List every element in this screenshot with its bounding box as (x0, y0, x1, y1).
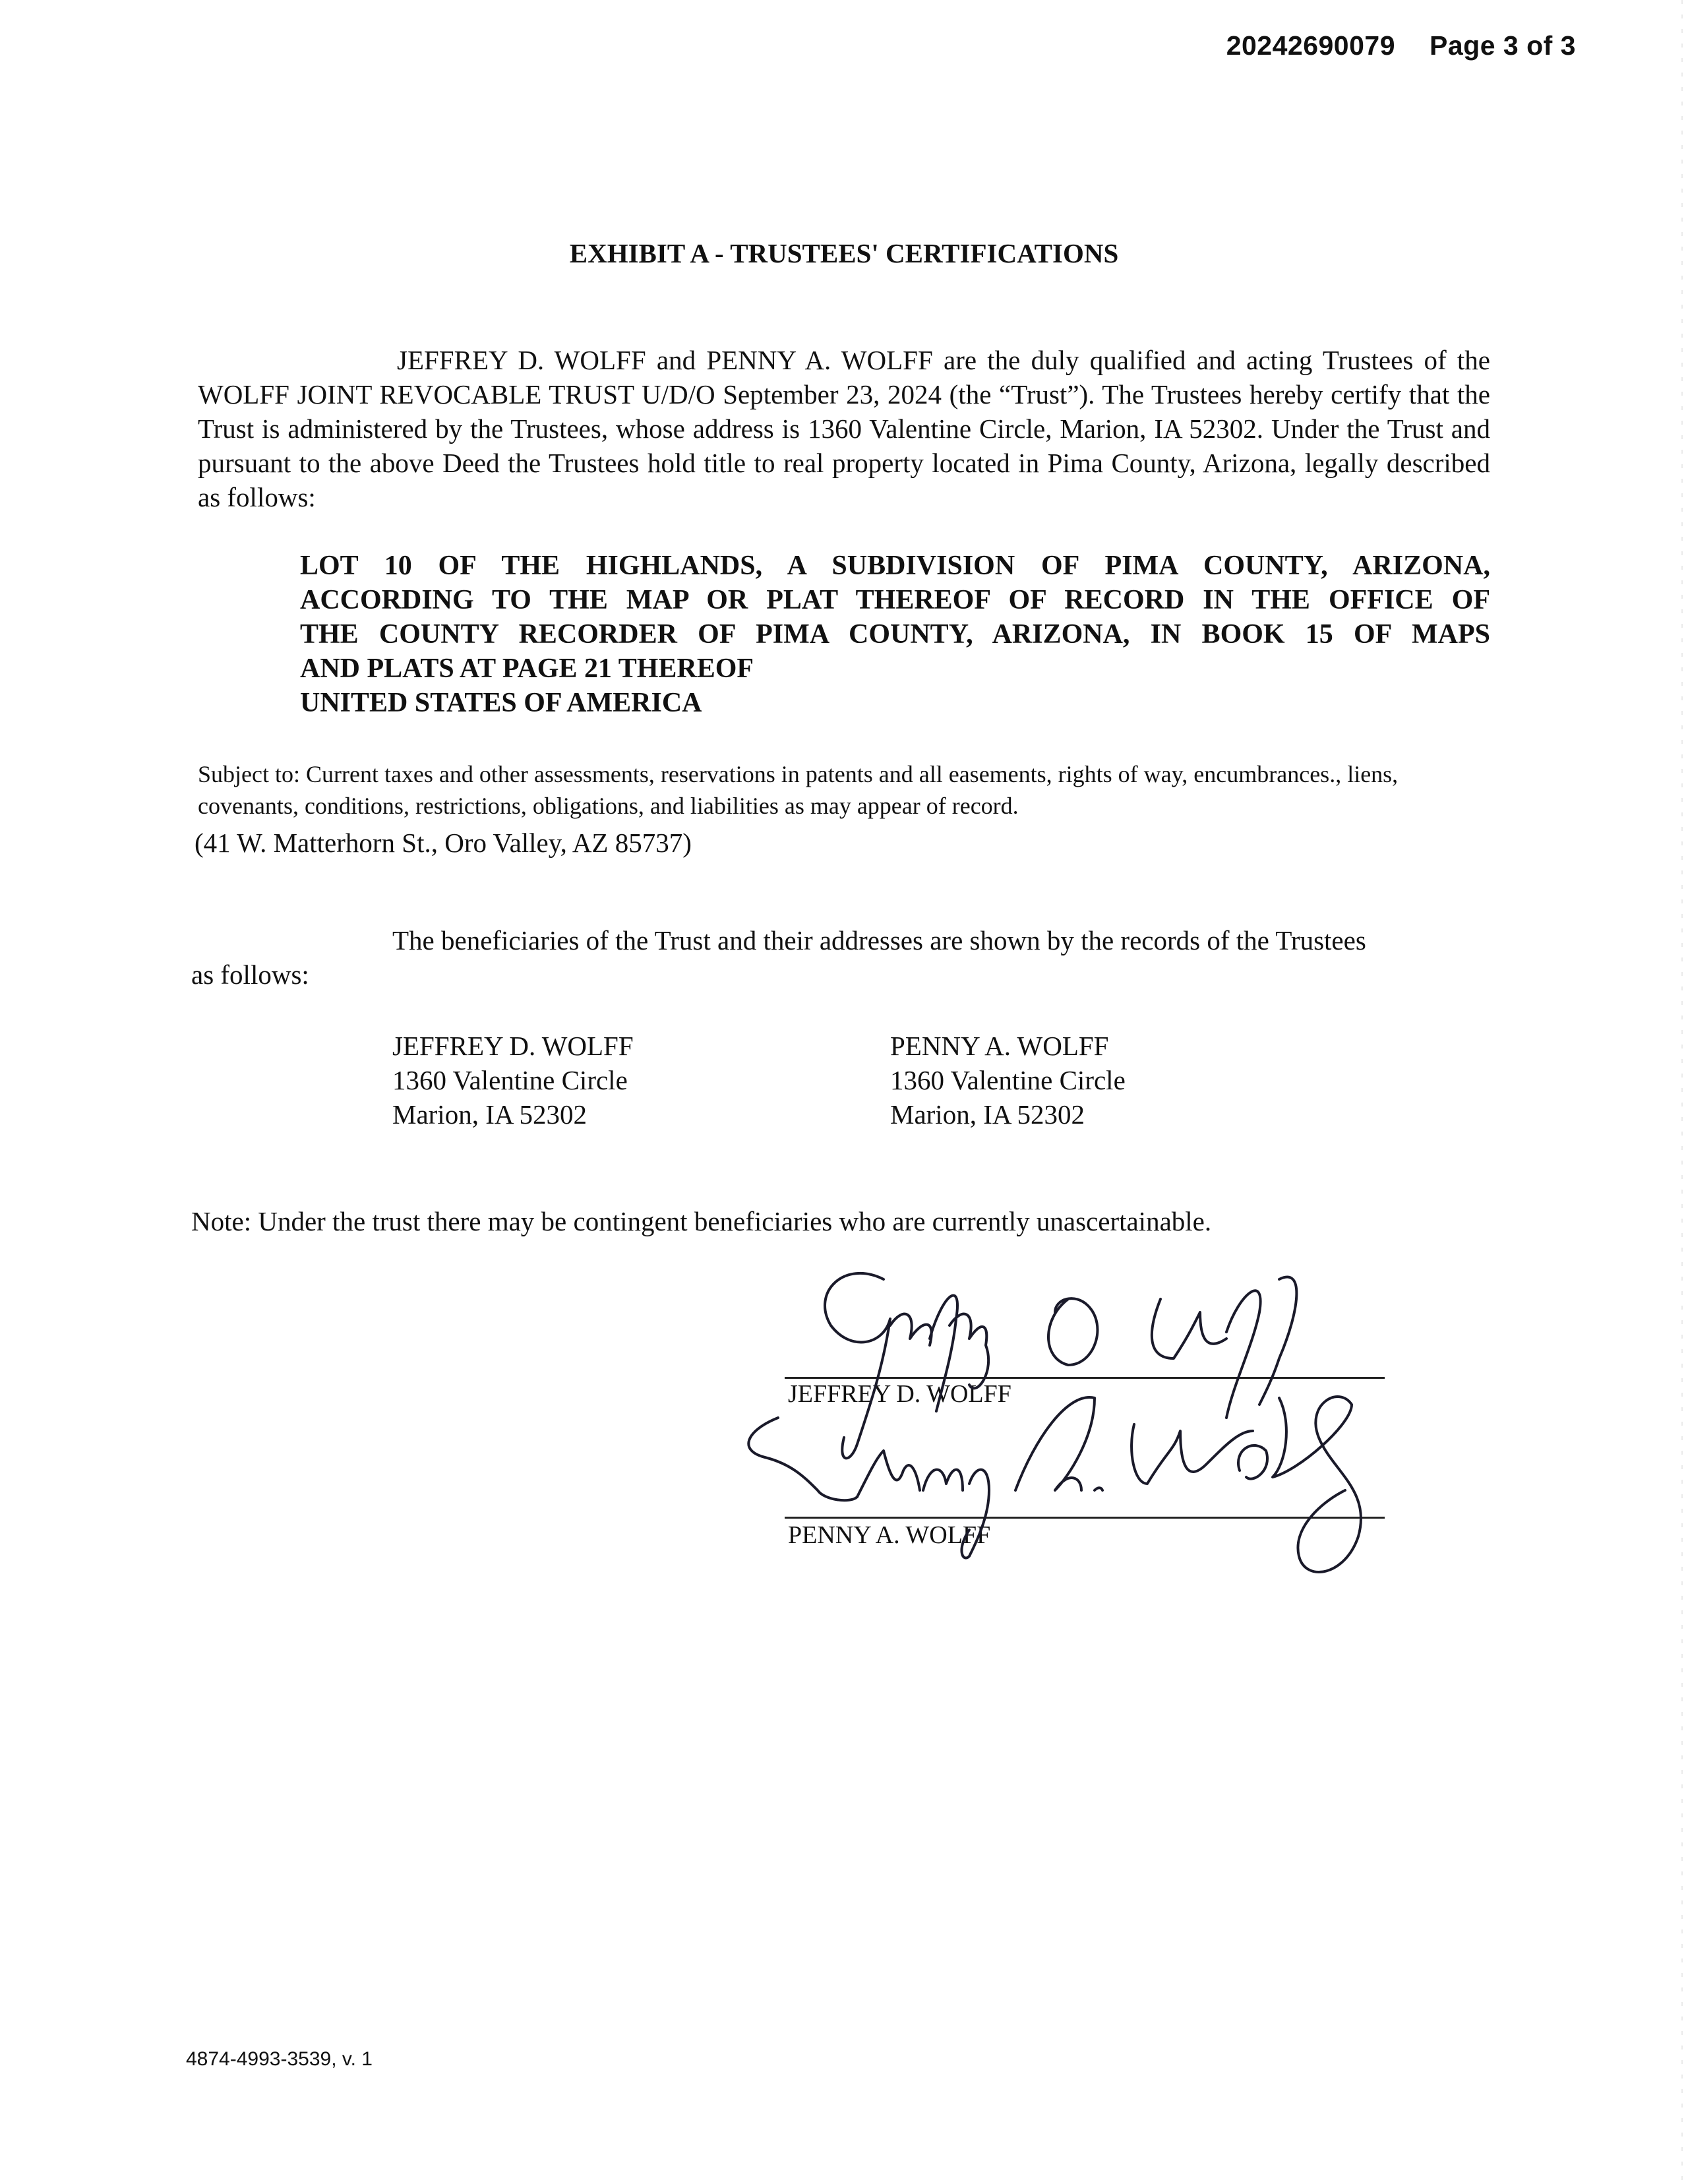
beneficiary-street: 1360 Valentine Circle (890, 1065, 1126, 1095)
document-footer-id: 4874-4993-3539, v. 1 (186, 2048, 373, 2070)
beneficiary-name: JEFFREY D. WOLFF (392, 1031, 634, 1061)
exhibit-title: EXHIBIT A - TRUSTEES' CERTIFICATIONS (569, 238, 1119, 268)
legal-line: LOT 10 OF THE HIGHLANDS, A SUBDIVISION OF PIMA COUNTY, ARIZONA, (300, 551, 1490, 581)
document-number: 20242690079 (1226, 30, 1396, 61)
beneficiary-street: 1360 Valentine Circle (392, 1065, 628, 1095)
legal-line: ACCORDING TO THE MAP OR PLAT THEREOF OF RECORD IN THE OFFICE OF (300, 585, 1490, 615)
legal-line: THE COUNTY RECORDER OF PIMA COUNTY, ARIZONA, IN BOOK 15 OF MAPS (300, 619, 1490, 650)
beneficiaries-paragraph (191, 923, 1391, 992)
legal-description (300, 549, 1490, 720)
legal-line: AND PLATS AT PAGE 21 THEREOF (300, 653, 754, 684)
paragraph-text: The beneficiaries of the Trust and their addresses are shown by the records of the Trustees as follows: (191, 925, 1366, 990)
scan-edge-artifact (1681, 0, 1683, 2184)
beneficiary-name: PENNY A. WOLFF (890, 1031, 1109, 1061)
recording-header (1226, 30, 1576, 61)
contingent-beneficiary-note: Note: Under the trust there may be contingent beneficiaries who are currently unascertainable. (191, 1206, 1212, 1236)
legal-line: UNITED STATES OF AMERICA (300, 688, 702, 718)
signature-jeffrey (825, 1273, 1296, 1458)
beneficiary-block (890, 1029, 1126, 1132)
signer-printed-name: JEFFREY D. WOLFF (788, 1380, 1011, 1408)
beneficiary-city: Marion, IA 52302 (392, 1099, 587, 1130)
signature-penny (748, 1397, 1361, 1572)
trustee-certification-paragraph (198, 343, 1490, 514)
property-address: (41 W. Matterhorn St., Oro Valley, AZ 85737) (195, 828, 692, 858)
page-label: Page 3 of 3 (1430, 30, 1576, 61)
subject-to-clause: Subject to: Current taxes and other assessments, reservations in patents and all easements, rights of way, encumbrances., liens, covenants, conditions, restrictions, obligations, and liabilities as may appear of record. (198, 761, 1399, 819)
paragraph-text: JEFFREY D. WOLFF and PENNY A. WOLFF are the duly qualified and acting Trustees of the WOLFF JOINT REVOCABLE TRUST U/D/O September 23, 2024 (the “Trust”). The Trustees hereby certify that the Trust is administered by the Trustees, whose address is 1360 Valentine Circle, Marion, IA 52302. Under the Trust and pursuant to the above Deed the Trustees hold title to real property located in Pima County, Arizona, legally described as follows: (198, 345, 1490, 512)
signer-printed-name: PENNY A. WOLFF (788, 1521, 991, 1549)
handwritten-signatures (725, 1253, 1484, 1649)
beneficiary-block (392, 1029, 634, 1132)
beneficiary-city: Marion, IA 52302 (890, 1099, 1085, 1130)
